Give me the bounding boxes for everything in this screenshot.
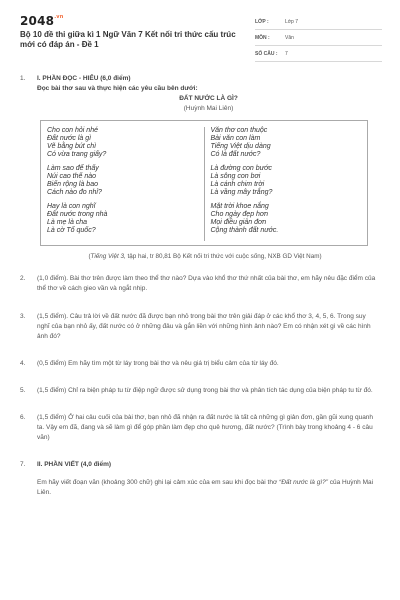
question-number: 4. bbox=[20, 360, 26, 367]
source-open: ( bbox=[88, 253, 91, 260]
question-5 bbox=[20, 386, 380, 396]
poem-line: Bài văn con làm bbox=[210, 135, 261, 142]
poem-column-right bbox=[204, 127, 368, 241]
poem-line: Biển rộng là bao bbox=[47, 181, 98, 188]
question-4 bbox=[20, 359, 380, 369]
question-3 bbox=[20, 312, 380, 342]
question-7 bbox=[20, 460, 380, 498]
exam-content bbox=[20, 74, 380, 498]
poem-stanza bbox=[211, 165, 368, 197]
question-text: (1,5 điểm) Ở hai câu cuối của bài thơ, bạn nhỏ đã nhận ra đất nước là tất cả những gì giản đơn, gần gũi xung quanh ta. Vậy em đã, đang và sẽ làm gì để góp phần làm đẹp cho quê hương, đất nước? (Trình bày trong khoảng 4 - 6 câu văn) bbox=[37, 414, 374, 441]
poem-line: Làm sao để thấy bbox=[47, 165, 99, 172]
poem-line: Đất nước trong nhà bbox=[47, 211, 108, 218]
poem-line: Là sông con bơi bbox=[210, 173, 261, 180]
poem-stanza bbox=[211, 127, 368, 159]
question-text: (1,5 điểm). Câu trả lời về đất nước đã được bạn nhỏ trong bài thơ trên giải đáp ở các khổ thơ 3, 4, 5, 6. Trong suy nghĩ của bạn nhỏ ấy, đất nước có ở những đâu và gắn liền với những hình ảnh nào? Em có nhận xét gì về các hình ảnh đó? bbox=[37, 313, 371, 340]
poem-line: Là đường con bước bbox=[210, 165, 272, 172]
poem-line: Cách nào đo nhỉ? bbox=[47, 189, 102, 196]
poem-line: Vẽ bằng bút chì bbox=[47, 143, 97, 150]
poem-stanza bbox=[211, 203, 368, 235]
poem-title: ĐẤT NƯỚC LÀ GÌ? bbox=[179, 95, 238, 102]
site-logo[interactable] bbox=[20, 14, 64, 28]
document-title: Bộ 10 đề thi giữa kì 1 Ngữ Văn 7 Kết nối tri thức cấu trúc mới có đáp án - Đề 1 bbox=[20, 30, 236, 49]
poem-line: Là cờ Tổ quốc? bbox=[47, 227, 96, 234]
poem-author: (Huỳnh Mai Liên) bbox=[183, 105, 234, 112]
section-title-writing: II. PHẦN VIẾT (4,0 điểm) bbox=[37, 461, 112, 468]
question-2 bbox=[20, 274, 380, 294]
poem-line: Có vừa trang giấy? bbox=[47, 151, 107, 158]
poem-line: Là vầng mây trắng? bbox=[210, 189, 273, 196]
poem-line: Tiếng Việt dịu dàng bbox=[210, 143, 271, 150]
meta-row-class bbox=[255, 14, 382, 30]
question-number: 6. bbox=[20, 414, 26, 421]
poem-box bbox=[40, 120, 368, 246]
source-rest: tập hai, tr 80,81 Bộ Kết nối tri thức với cuộc sống, NXB GD Việt Nam) bbox=[125, 253, 322, 260]
question-number: 1. bbox=[20, 75, 26, 82]
poem-line: Là mẹ là cha bbox=[47, 219, 88, 226]
poem-line: Mọi điều giản đơn bbox=[210, 219, 267, 226]
meta-key: LỚP : bbox=[255, 18, 269, 25]
meta-key: MÔN : bbox=[255, 34, 270, 41]
poem-stanza bbox=[47, 127, 204, 159]
meta-key: SỐ CÂU : bbox=[255, 50, 278, 57]
question-number: 7. bbox=[20, 461, 26, 468]
poem-line: Có là đất nước? bbox=[210, 151, 261, 158]
question-text: (1,0 điểm). Bài thơ trên được làm theo thể thơ nào? Dựa vào khổ thơ thứ nhất của bài thơ, em hãy nêu đặc điểm của thể thơ về cách gieo vần và ngắt nhịp. bbox=[37, 275, 376, 292]
poem-column-left bbox=[41, 127, 204, 241]
poem-line: Là cánh chim trời bbox=[210, 181, 265, 188]
question-number: 3. bbox=[20, 313, 26, 320]
poem-line: Mặt trời khoe nắng bbox=[210, 203, 269, 210]
poem-line: Văn thơ con thuộc bbox=[210, 127, 268, 134]
source-book: Tiếng Việt 3, bbox=[90, 253, 126, 260]
logo-main: 2048 bbox=[20, 14, 55, 28]
prompt-text-end: của Huỳnh Mai Liên. bbox=[37, 479, 374, 496]
question-number: 2. bbox=[20, 275, 26, 282]
poem-source bbox=[30, 252, 380, 262]
poem-line: Cho con hỏi nhé bbox=[47, 127, 98, 134]
poem-line: Hay là con nghĩ bbox=[47, 203, 96, 210]
page-header bbox=[20, 14, 382, 58]
question-text: (1,5 điểm) Chỉ ra biện pháp tu từ điệp ngữ được sử dụng trong bài thơ và phân tích tác dụng của biện pháp tu từ đó. bbox=[37, 387, 373, 394]
prompt-poem-name: “Đất nước là gì?” bbox=[279, 479, 328, 486]
question-6 bbox=[20, 413, 380, 443]
meta-value: Lớp 7 bbox=[285, 18, 299, 25]
poem-line: Cho ngày đẹp hơn bbox=[210, 211, 269, 218]
writing-prompt bbox=[37, 478, 380, 498]
poem-line: Đất nước là gì bbox=[47, 135, 92, 142]
meta-row-count bbox=[255, 46, 382, 62]
poem-line: Núi cao thế nào bbox=[47, 173, 97, 180]
reading-instruction: Đọc bài thơ sau và thực hiện các yêu cầu bên dưới: bbox=[37, 85, 198, 92]
question-number: 5. bbox=[20, 387, 26, 394]
poem-stanza bbox=[47, 165, 204, 197]
prompt-text: Em hãy viết đoạn văn (khoảng 300 chữ) ghi lại cảm xúc của em sau khi đọc bài thơ bbox=[37, 479, 280, 486]
meta-value: Văn bbox=[285, 34, 294, 41]
meta-value: 7 bbox=[285, 50, 288, 57]
meta-row-subject bbox=[255, 30, 382, 46]
poem-line: Cộng thành đất nước. bbox=[210, 227, 279, 234]
meta-table bbox=[255, 14, 382, 62]
poem-stanza bbox=[47, 203, 204, 235]
logo-tld: .vn bbox=[54, 14, 64, 20]
question-1 bbox=[20, 74, 380, 262]
question-text: (0,5 điểm) Em hãy tìm một từ láy trong bài thơ và nêu giá trị biểu cảm của từ láy đó. bbox=[37, 360, 279, 367]
section-title-reading: I. PHẦN ĐỌC - HIỂU (6,0 điểm) bbox=[37, 75, 131, 82]
